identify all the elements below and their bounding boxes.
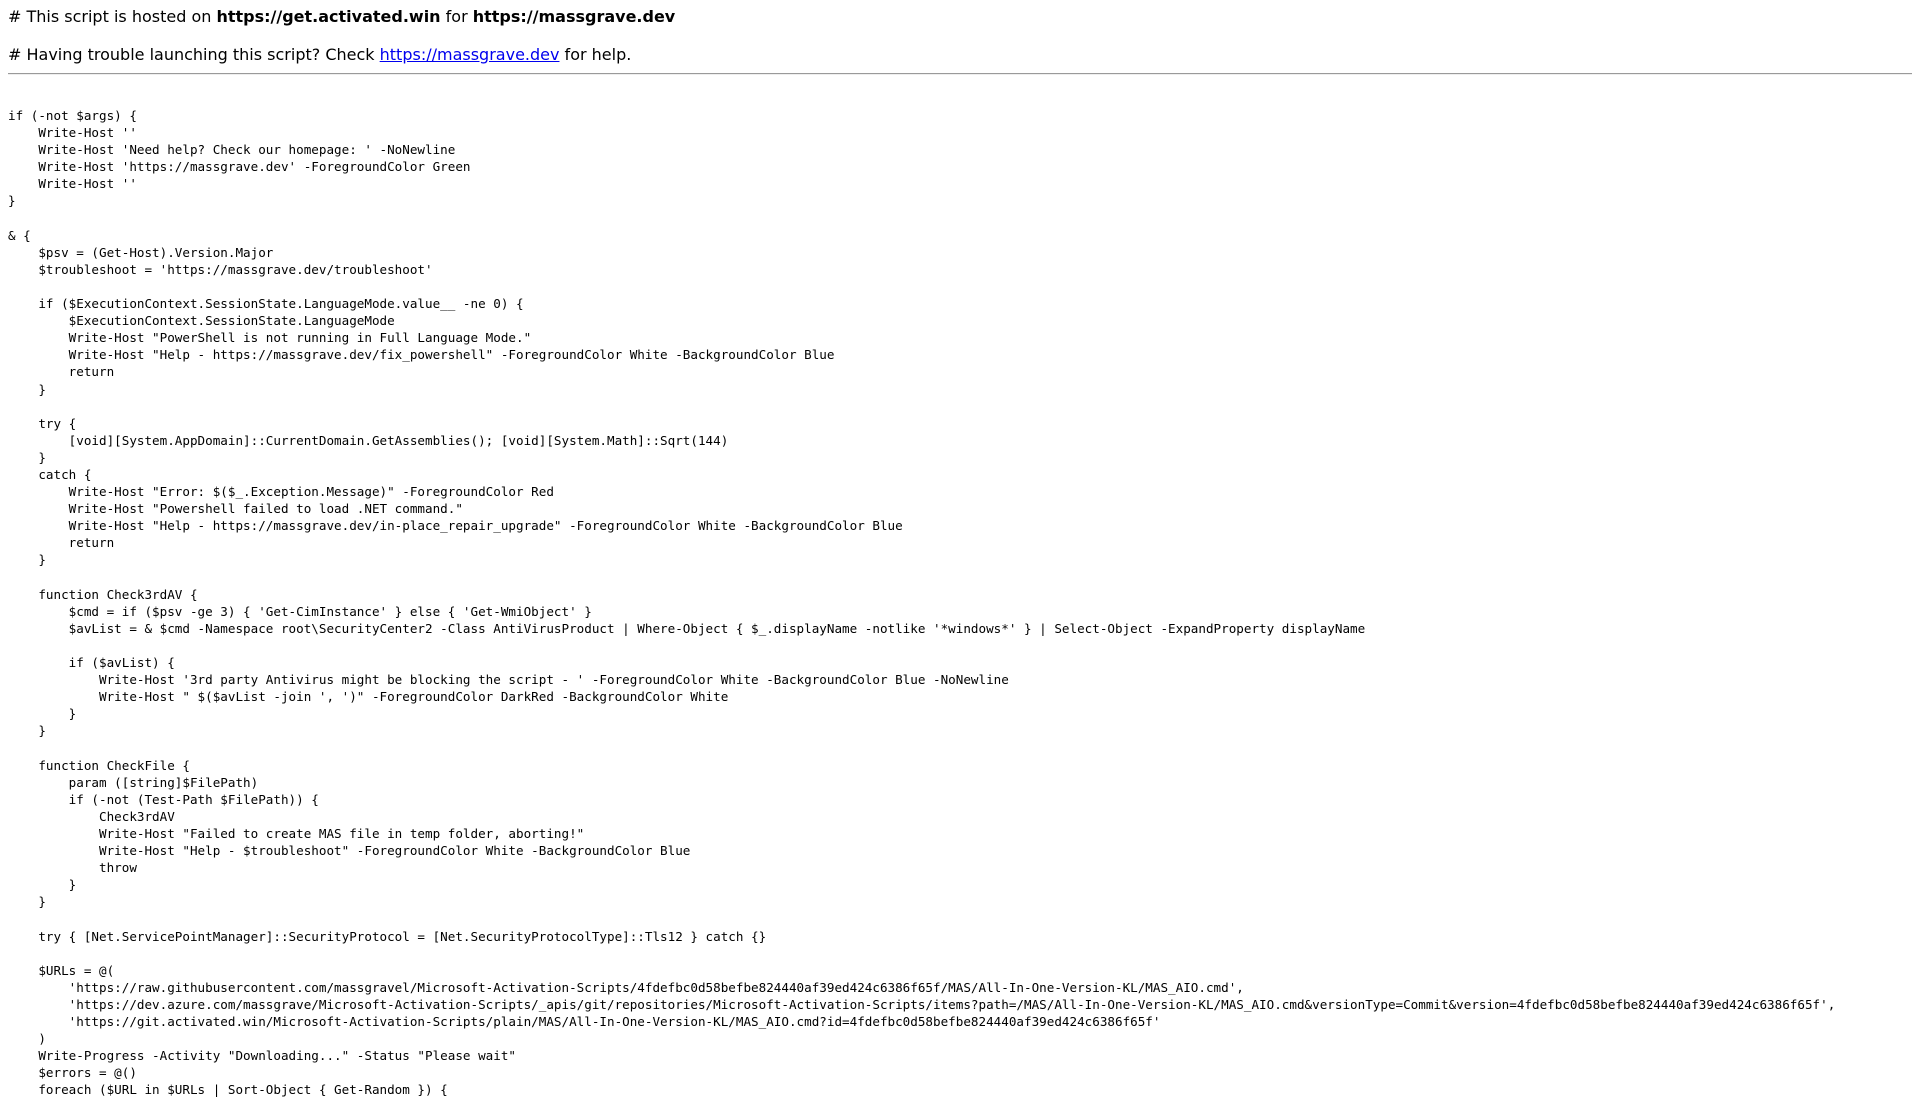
code-line: Write-Host "Powershell failed to load .NET command." xyxy=(8,501,463,517)
code-line: Check3rdAV xyxy=(8,808,175,824)
code-line: Write-Host '' xyxy=(8,176,137,192)
code-line: $errors = @() xyxy=(8,1065,137,1081)
code-line: $psv = (Get-Host).Version.Major xyxy=(8,244,274,260)
code-line: throw xyxy=(8,860,137,876)
code-line: } xyxy=(8,706,77,722)
help-prefix: # Having trouble launching this script? Check xyxy=(8,45,380,64)
code-line: Write-Host '' xyxy=(8,125,137,141)
code-line: $ExecutionContext.SessionState.LanguageMode xyxy=(8,313,395,329)
hosted-on-site: https://massgrave.dev xyxy=(472,7,676,26)
code-line: Write-Host "PowerShell is not running in Full Language Mode." xyxy=(8,330,532,346)
code-line: } xyxy=(8,449,46,465)
code-line: Write-Host " $($avList -join ', ')" -ForegroundColor DarkRed -BackgroundColor White xyxy=(8,689,729,705)
code-line: function CheckFile { xyxy=(8,757,190,773)
hosted-on-host: https://get.activated.win xyxy=(216,7,441,26)
code-line: } xyxy=(8,552,46,568)
code-line: [void][System.AppDomain]::CurrentDomain.GetAssemblies(); [void][System.Math]::Sqrt(144) xyxy=(8,432,729,448)
code-line: } xyxy=(8,877,77,893)
code-line: foreach ($URL in $URLs | Sort-Object { Get-Random }) { xyxy=(8,1082,448,1098)
code-line: 'https://git.activated.win/Microsoft-Activation-Scripts/plain/MAS/All-In-One-Version-KL/MAS_AIO.cmd?id=4fdefbc0d58befbe824440af39ed424c6386f65f' xyxy=(8,1013,1161,1029)
code-line: $URLs = @( xyxy=(8,962,115,978)
script-code-block xyxy=(8,107,1912,1098)
code-line: Write-Host "Help - $troubleshoot" -ForegroundColor White -BackgroundColor Blue xyxy=(8,843,691,859)
code-line: Write-Host "Help - https://massgrave.dev/in-place_repair_upgrade" -ForegroundColor White -BackgroundColor Blue xyxy=(8,518,903,534)
code-line: return xyxy=(8,364,115,380)
code-line: if ($ExecutionContext.SessionState.LanguageMode.value__ -ne 0) { xyxy=(8,296,524,312)
massgrave-help-link[interactable]: https://massgrave.dev xyxy=(379,45,560,64)
code-line: function Check3rdAV { xyxy=(8,586,198,602)
help-suffix: for help. xyxy=(559,45,632,64)
code-line: catch { xyxy=(8,466,92,482)
code-line: ) xyxy=(8,1031,46,1047)
code-line: $avList = & $cmd -Namespace root\SecurityCenter2 -Class AntiVirusProduct | Where-Object { $_.displayName -notlike '*windows*' } | Select-Object -ExpandProperty displayName xyxy=(8,620,1366,636)
code-line: try { [Net.ServicePointManager]::SecurityProtocol = [Net.SecurityProtocolType]::Tls12 } catch {} xyxy=(8,928,767,944)
code-line: if ($avList) { xyxy=(8,655,175,670)
code-line: 'https://dev.azure.com/massgrave/Microsoft-Activation-Scripts/_apis/git/repositories/Microsoft-Activation-Scripts/items?path=/MAS/All-In-One-Version-KL/MAS_AIO.cmd&versionType=Commit&version=4fdefbc0d58befbe824440af39ed424c6386f65f', xyxy=(8,996,1836,1012)
code-line: if (-not $args) { xyxy=(8,108,137,123)
code-line: } xyxy=(8,381,46,397)
code-line: Write-Host "Help - https://massgrave.dev/fix_powershell" -ForegroundColor White -BackgroundColor Blue xyxy=(8,347,835,363)
code-line: } xyxy=(8,723,46,739)
code-line: Write-Host "Failed to create MAS file in temp folder, aborting!" xyxy=(8,825,585,841)
help-comment xyxy=(8,27,1912,65)
code-line: } xyxy=(8,193,16,209)
code-line: Write-Host 'Need help? Check our homepage: ' -NoNewline xyxy=(8,142,456,158)
hosted-on-middle: for xyxy=(440,7,473,26)
code-line: $troubleshoot = 'https://massgrave.dev/troubleshoot' xyxy=(8,261,433,277)
code-line: & { xyxy=(8,227,31,243)
page-content xyxy=(8,0,1912,1098)
code-line: Write-Host '3rd party Antivirus might be blocking the script - ' -ForegroundColor White -BackgroundColor Blue -NoNewline xyxy=(8,672,1009,688)
code-line: $cmd = if ($psv -ge 3) { 'Get-CimInstance' } else { 'Get-WmiObject' } xyxy=(8,603,592,619)
code-line: Write-Progress -Activity "Downloading..." -Status "Please wait" xyxy=(8,1048,516,1064)
code-line: Write-Host "Error: $($_.Exception.Message)" -ForegroundColor Red xyxy=(8,484,554,500)
code-line: try { xyxy=(8,415,77,431)
code-line: if (-not (Test-Path $FilePath)) { xyxy=(8,791,319,807)
hosted-on-prefix: # This script is hosted on xyxy=(8,7,217,26)
code-line: 'https://raw.githubusercontent.com/massgravel/Microsoft-Activation-Scripts/4fdefbc0d58befbe824440af39ed424c6386f65f/MAS/All-In-One-Version-KL/MAS_AIO.cmd', xyxy=(8,979,1244,995)
code-line: } xyxy=(8,894,46,910)
hosted-on-comment xyxy=(8,0,1912,27)
horizontal-divider xyxy=(8,73,1912,75)
code-line: Write-Host 'https://massgrave.dev' -ForegroundColor Green xyxy=(8,159,471,175)
code-line: return xyxy=(8,535,115,551)
code-line: param ([string]$FilePath) xyxy=(8,774,259,790)
